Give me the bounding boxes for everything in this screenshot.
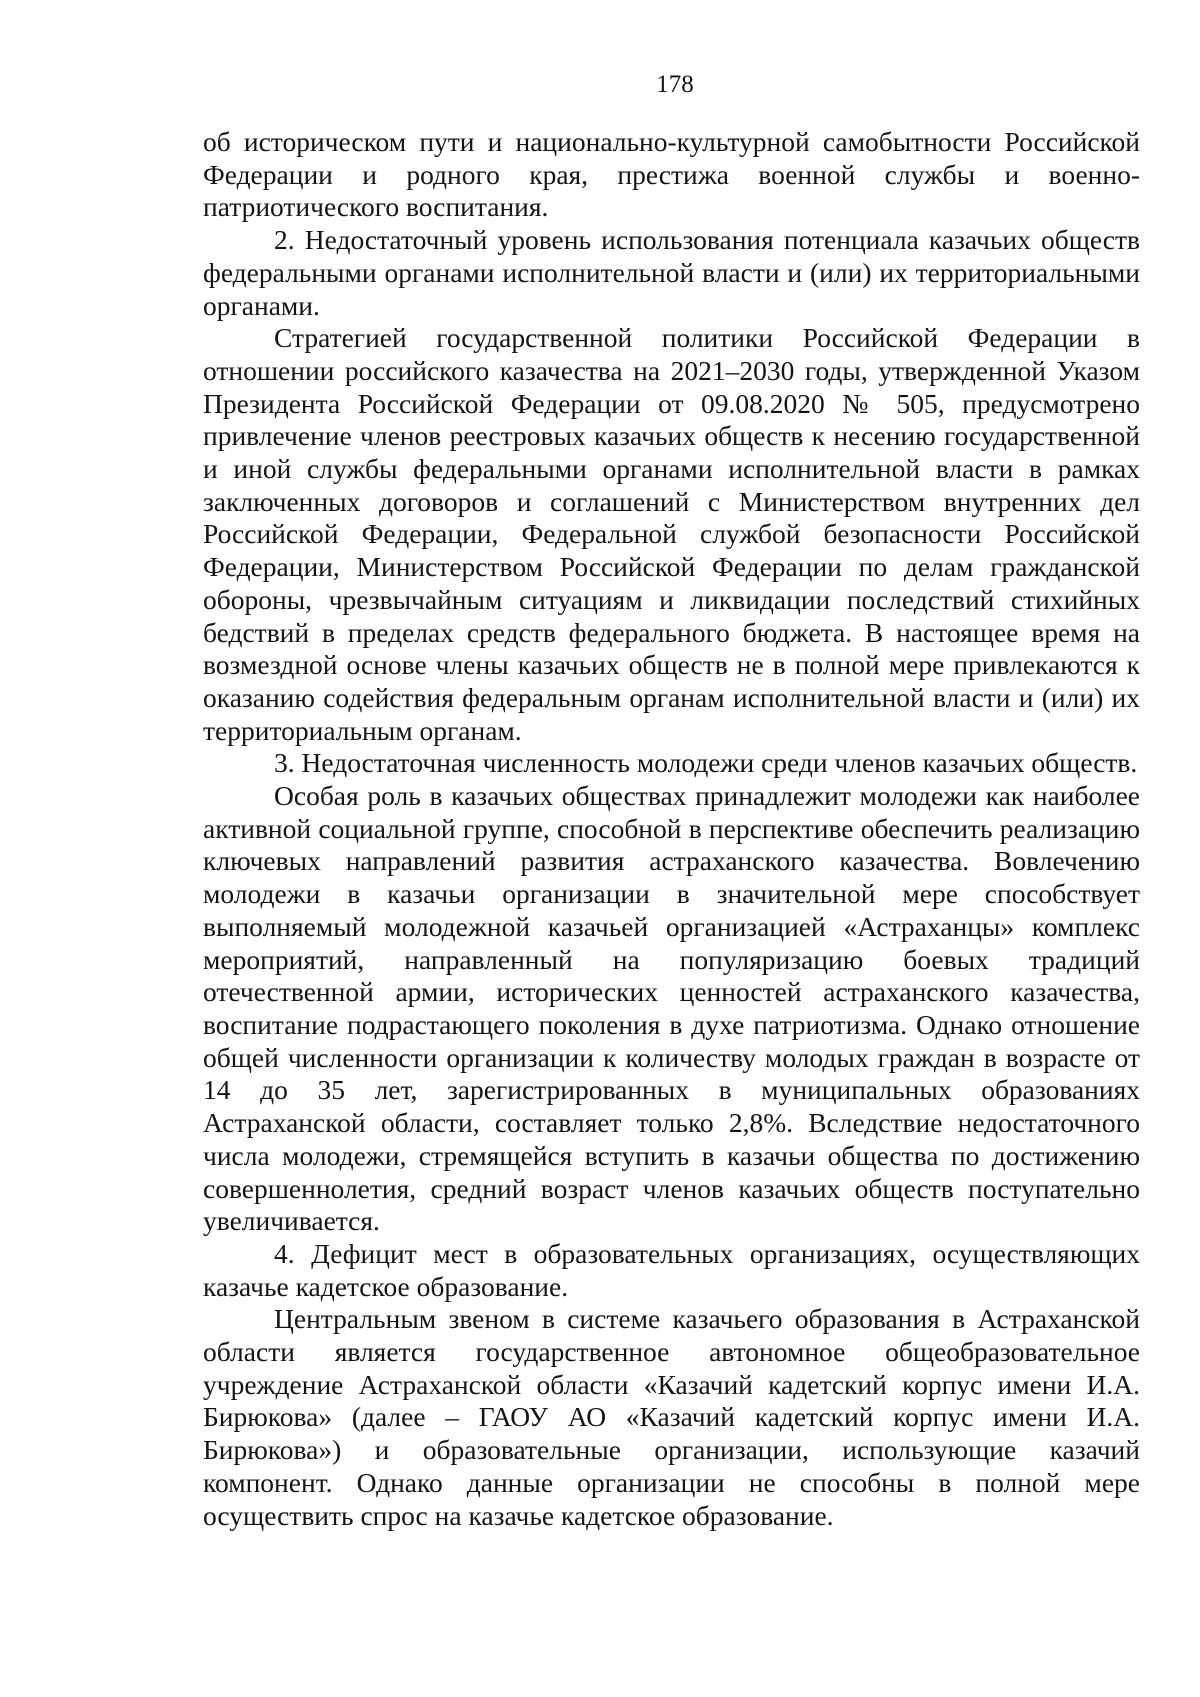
paragraph-youth-role: Особая роль в казачьих обществах принадлежит молодежи как наиболее активной социальной группе, способной в перспективе обеспечить реализацию ключевых направлений развития астраханского казачества. Вовлечению молодежи в казачьи организации в значительной мере способствует выполняемый молодежной казачьей организацией «Астраханцы» комплекс мероприятий, направленный на популяризацию боевых традиций отечественной армии, исторических ценностей астраханского казачества, воспитание подрастающего поколения в духе патриотизма. Однако отношение общей численности организации к количеству молодых граждан в возрасте от 14 до 35 лет, зарегистрированных в муниципальных образованиях Астраханской области, составляет только 2,8%. Вследствие недостаточного числа молодежи, стремящейся вступить в казачьи общества по достижению совершеннолетия, средний возраст членов казачьих обществ поступательно увеличивается. xyxy=(203,780,1140,1237)
paragraph-item-3-heading: 3. Недостаточная численность молодежи среди членов казачьих обществ. xyxy=(274,747,1138,779)
page-number: 178 xyxy=(656,71,694,98)
paragraph-cadet-education: Центральным звеном в системе казачьего образования в Астраханской области является государственное автономное общеобразовательное учреждение Астраханской области «Казачий кадетский корпус имени И.А. Бирюкова» (далее – ГАОУ АО «Казачий кадетский корпус имени И.А. Бирюкова») и образовательные организации, использующие казачий компонент. Однако данные организации не способны в полной мере осуществить спрос на казачье кадетское образование. xyxy=(203,1303,1140,1531)
paragraph-item-2-heading: 2. Недостаточный уровень использования потенциала казачьих обществ федеральными органами исполнительной власти и (или) их территориальными органами. xyxy=(203,224,1140,321)
paragraph-item-4-heading: 4. Дефицит мест в образовательных организациях, осуществляющих казачье кадетское образование. xyxy=(203,1237,1140,1302)
paragraph-continuation: об историческом пути и национально-культурной самобытности Российской Федерации и родного края, престижа военной службы и военно-патриотического воспитания. xyxy=(203,126,1140,223)
document-body xyxy=(203,126,1140,1532)
paragraph-strategy: Стратегией государственной политики Российской Федерации в отношении российского казачества на 2021–2030 годы, утвержденной Указом Президента Российской Федерации от 09.08.2020 № 505, предусмотрено привлечение членов реестровых казачьих обществ к несению государственной и иной службы федеральными органами исполнительной власти в рамках заключенных договоров и соглашений с Министерством внутренних дел Российской Федерации, Федеральной службой безопасности Российской Федерации, Министерством Российской Федерации по делам гражданской обороны, чрезвычайным ситуациям и ликвидации последствий стихийных бедствий в пределах средств федерального бюджета. В настоящее время на возмездной основе члены казачьих обществ не в полной мере привлекаются к оказанию содействия федеральным органам исполнительной власти и (или) их территориальным органам. xyxy=(203,322,1140,746)
